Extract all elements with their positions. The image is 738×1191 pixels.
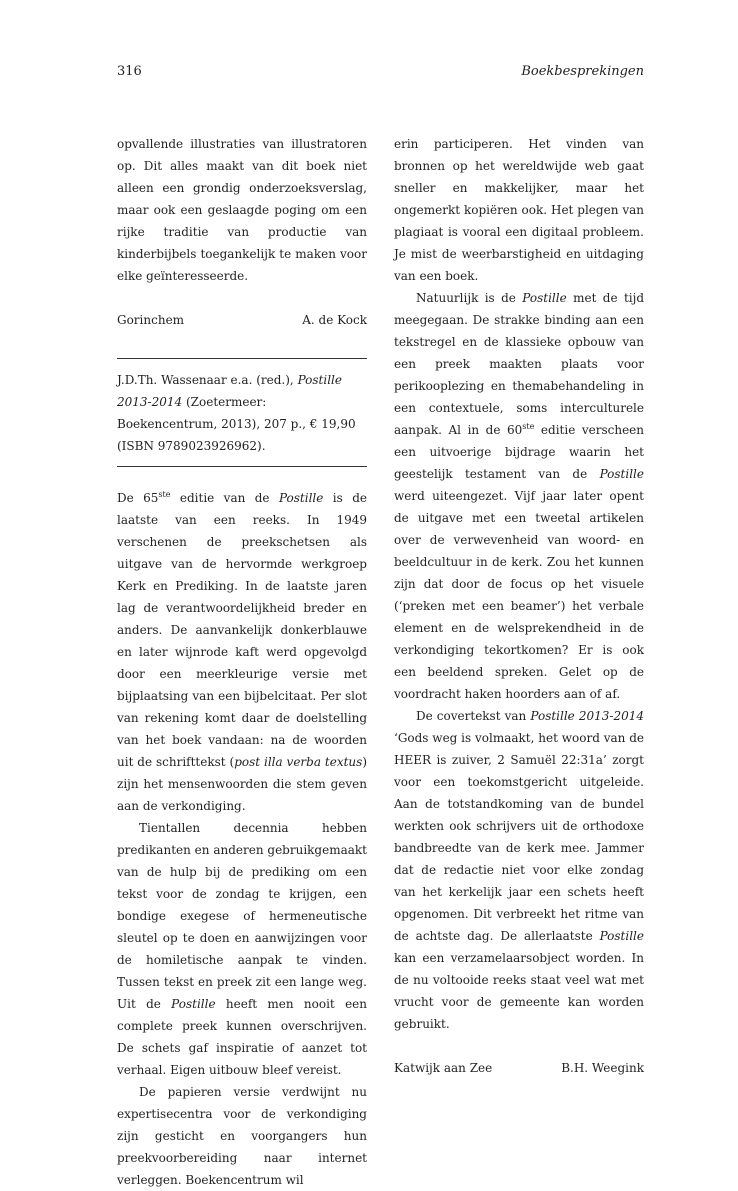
review1-signature bbox=[117, 309, 367, 331]
running-title: Boekbesprekingen bbox=[521, 64, 644, 79]
review1-place: Gorinchem bbox=[117, 313, 185, 327]
review2-paragraph-3-start: De papieren versie verdwijnt nu expertisecentra voor de verkondiging zijn gesticht en voorgangers hun preekvoorbereiding naar internet verleggen. Boekencentrum wil bbox=[117, 1085, 367, 1187]
review2-paragraph-5: De covertekst van Postille 2013-2014 ‘Gods weg is volmaakt, het woord van de HEER is zuiver, 2 Samuël 22:31a’ zorgt voor een toekomstgericht uitgeleide. Aan de totstandkoming van de bundel werkten ook schrijvers uit de orthodoxe bandbreedte van de kerk mee. Jammer dat de redactie niet voor elke zondag van het kerkelijk jaar een schets heeft opgenomen. Dit verbreekt het ritme van de achtste dag. De allerlaatste Postille kan een verzamelaarsobject worden. In de nu voltooide reeks staat veel wat met vrucht voor de gemeente kan worden gebruikt. bbox=[394, 709, 644, 1031]
review2-paragraph-4: Natuurlijk is de Postille met de tijd meegegaan. De strakke binding aan een tekstregel en de klassieke opbouw van een preek maakten plaats voor perikooplezing en themabehandeling in een contextuele, soms interculturele aanpak. Al in de 60ste editie verscheen een uitvoerige bijdrage waarin het geestelijk testament van de Postille werd uiteengezet. Vijf jaar later opent de uitgave met een tweetal artikelen over de verwevenheid van woord- en beeldcultuur in de kerk. Zou het kunnen zijn dat door de focus op het visuele (‘preken met een beamer’) het verbale element en de welsprekendheid in de verkondiging tekortkomen? Er is ook een beeldend spreken. Gelet op de voordracht haken hoorders aan of af. bbox=[394, 291, 645, 701]
review1-closing-paragraph: opvallende illustraties van illustratoren op. Dit alles maakt van dit boek niet alleen een grondig onderzoeksverslag, maar ook een geslaagde poging om een rijke traditie van productie van kinderbijbels toegankelijk te maken voor elke geïnteresseerde. bbox=[117, 137, 367, 283]
review2-author: B.H. Weegink bbox=[561, 1061, 644, 1075]
left-column bbox=[117, 133, 367, 1191]
reference-editors: J.D.Th. Wassenaar e.a. (red.), bbox=[117, 373, 294, 387]
review2-place: Katwijk aan Zee bbox=[394, 1061, 493, 1075]
review2-paragraph-3-continued: erin participeren. Het vinden van bronnen op het wereldwijde web gaat sneller en makkelijker, maar het ongemerkt kopiëren ook. Het plegen van plagiaat is vooral een digitaal probleem. Je mist de weerbarstigheid en uitdaging van een boek. bbox=[394, 137, 644, 283]
review2-signature bbox=[394, 1057, 644, 1079]
page-header bbox=[117, 64, 644, 84]
book-reference bbox=[117, 358, 367, 467]
reference-title: Postille 2013-2014 bbox=[117, 373, 342, 409]
review2-paragraph-1: De 65ste editie van de Postille is de laatste van een reeks. In 1949 verschenen de preekschetsen als uitgave van de hervormde werkgroep Kerk en Prediking. In de laatste jaren lag de verantwoordelijkheid breder en anders. De aanvankelijk donkerblauwe en later wijnrode kaft werd opgevolgd door een meerkleurige versie met bijplaatsing van een bijbelcitaat. Per slot van rekening komt daar de doelstelling van het boek vandaan: na de woorden uit de schrifttekst (post illa verba textus) zijn het mensenwoorden die stem geven aan de verkondiging. bbox=[117, 490, 367, 813]
review2-paragraph-2: Tientallen decennia hebben predikanten en anderen gebruikgemaakt van de hulp bij de prediking om een tekst voor de zondag te krijgen, een bondige exegese of hermeneutische sleutel op te doen en aanwijzingen voor de homiletische aanpak te vinden. Tussen tekst en preek zit een lange weg. Uit de Postille heeft men nooit een complete preek kunnen overschrijven. De schets gaf inspiratie of aanzet tot verhaal. Eigen uitbouw bleef vereist. bbox=[117, 821, 367, 1077]
page-number: 316 bbox=[117, 64, 142, 79]
review1-author: A. de Kock bbox=[302, 313, 367, 327]
right-column bbox=[394, 133, 644, 1079]
reference-details: (Zoetermeer: Boekencentrum, 2013), 207 p., € 19,90 (ISBN 9789023926962). bbox=[117, 395, 356, 453]
